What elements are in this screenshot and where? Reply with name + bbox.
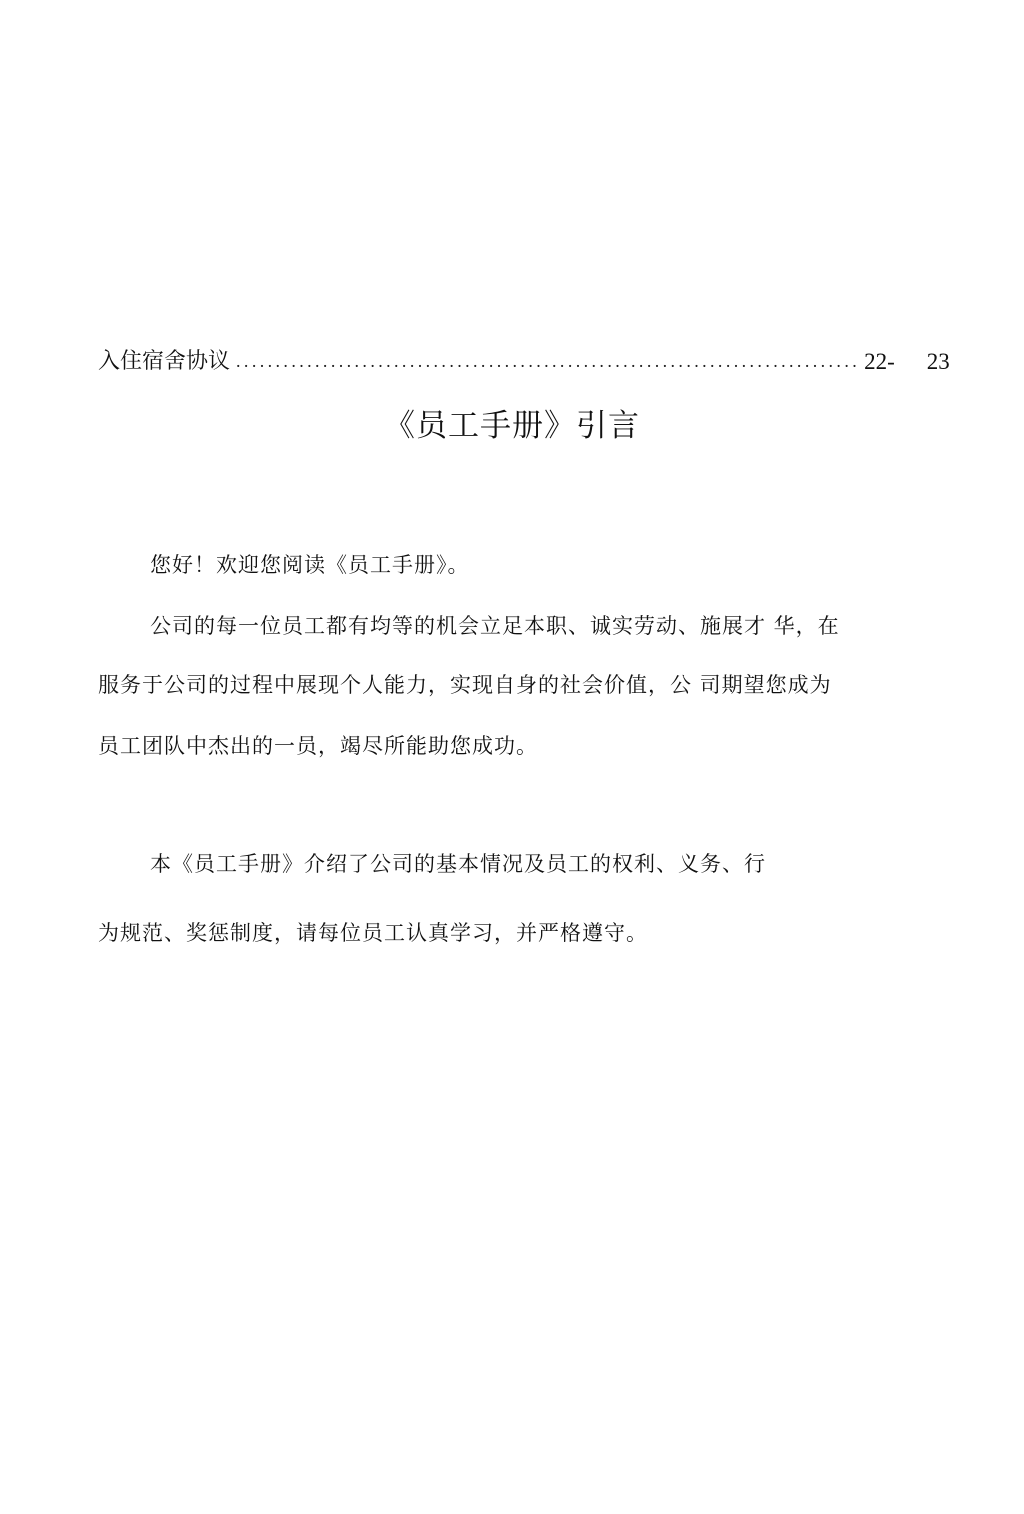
paragraph-line: 为规范、奖惩制度，请每位员工认真学习，并严格遵守。	[98, 921, 648, 945]
paragraph-line: 本《员工手册》介绍了公司的基本情况及员工的权利、义务、行	[150, 852, 766, 876]
section-heading: 《员工手册》引言	[384, 408, 640, 444]
toc-entry	[98, 343, 950, 375]
greeting-paragraph: 您好！欢迎您阅读《员工手册》。	[150, 553, 470, 577]
toc-page-range	[864, 349, 950, 375]
toc-page-start: 22-	[864, 349, 895, 374]
toc-page-end: 23	[926, 349, 950, 374]
paragraph-line: 服务于公司的过程中展现个人能力，实现自身的社会价值，公 司期望您成为	[98, 673, 832, 697]
paragraph-line: 员工团队中杰出的一员，竭尽所能助您成功。	[98, 734, 538, 758]
paragraph-line: 公司的每一位员工都有均等的机会立足本职、诚实劳动、施展才 华，在	[150, 614, 840, 638]
toc-dot-leader: ...............................................................................	[236, 351, 861, 371]
toc-entry-title: 入住宿舍协议	[98, 349, 231, 374]
